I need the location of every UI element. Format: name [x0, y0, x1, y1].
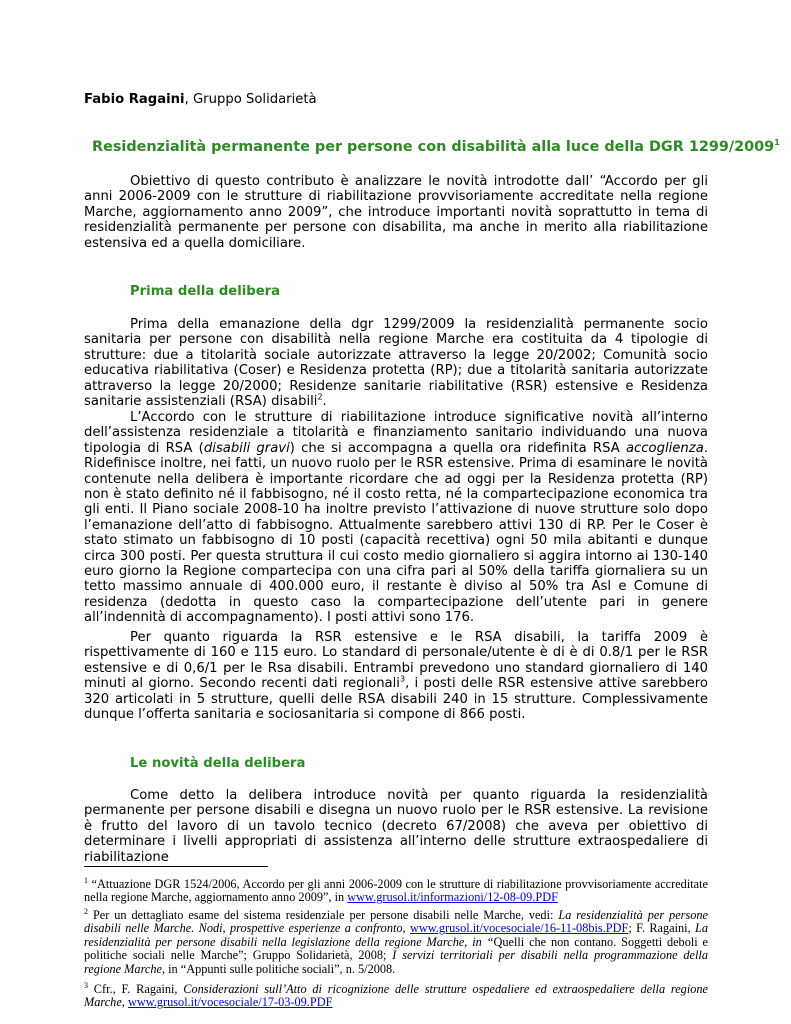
- footnote-3: [84, 980, 708, 1010]
- section1-p1-text: Prima della emanazione della dgr 1299/2009 la residenzialità permanente socio sanitaria per persone con disabilità nella regione Marche era costituita da 4 tipologie di strutture: due a titolarità sociale autorizzate attraverso la legge 20/2002; Comunità socio educativa riabilitativa (Coser) e Residenza protetta (RP); due a titolarità sanitaria autorizzate attraverso la legge 20/2000; Residenze sanitarie riabilitative (RSR) estensive e Residenza sanitarie assistenziali (RSA) disabili: [84, 317, 708, 410]
- footnote-3-italic: Considerazioni sull’Atto di ricognizione delle strutture ospedaliere ed extraospedaliere della regione Marche: [84, 982, 708, 1010]
- footnote-ref-3[interactable]: 3: [399, 674, 406, 684]
- footnote-ref-1[interactable]: 1: [774, 138, 780, 147]
- footnote-1-number: 1: [84, 875, 88, 885]
- footnote-2-text-c: Quelli che non contano. Soggetti deboli e politiche sociali nelle Marche”; Gruppo Solidarietà, 2008;: [84, 934, 708, 963]
- intro-paragraph: Obiettivo di questo contributo è analizzare le novità introdotte dall’ “Accordo per gli anni 2006-2009 con le strutture di riabilitazione provvisoriamente accreditate nella regione Marche, aggiornamento anno 2009”, che introduce importanti novità soprattutto in tema di residenzialità permanente per persone con disabilita, ma anche in merito alla riabilitazione estensiva ed a quella domiciliare.: [84, 174, 708, 251]
- section1-paragraph-1: [84, 317, 708, 409]
- footnote-3-text-a: Cfr., F. Ragaini,: [88, 982, 184, 996]
- section-heading-prima: Prima della delibera: [130, 284, 281, 299]
- footnote-1: [84, 875, 708, 905]
- document-title-text: Residenzialità permanente per persone con disabilità alla luce della DGR 1299/2009: [92, 138, 775, 155]
- footnote-1-text: “Attuazione DGR 1524/2006, Accordo per gli anni 2006-2009 con le strutture di riabilitazione provvisoriamente accreditate nella regione Marche, aggiornamento anno 2009”, in: [84, 877, 708, 905]
- section1-p2-italic-1: disabili gravi: [203, 440, 290, 456]
- section1-p1-end: .: [322, 394, 327, 410]
- author-line: [84, 92, 317, 107]
- footnote-1-link[interactable]: www.grusol.it/informazioni/12-08-09.PDF: [347, 890, 558, 905]
- author-name: Fabio Ragaini: [84, 92, 185, 107]
- footnote-3-text-b: ,: [121, 995, 128, 1010]
- footnote-2-italic-2: La residenzialità per persone disabili nella legislazione della regione Marche, in “: [84, 921, 709, 949]
- section1-p3-text-b: , i posti delle RSR estensive attive sarebbero 320 articolati in 5 strutture, quelli delle RSA disabili 240 in 15 strutture. Complessivamente dunque l’offerta sanitaria e sociosanitaria si compone di 866 posti.: [84, 676, 708, 723]
- footnote-2-number: 2: [84, 906, 88, 916]
- document-title: [92, 138, 780, 155]
- footnote-2-link[interactable]: www.grusol.it/vocesociale/16-11-08bis.PDF: [409, 921, 629, 936]
- author-affiliation: , Gruppo Solidarietà: [184, 92, 317, 107]
- section1-p2-text-a: L’Accordo con le strutture di riabilitazione introduce significative novità all’interno dell’assistenza residenziale a titolarità e finanziamento sanitario individuando una nuova tipologia di RSA (: [84, 410, 708, 456]
- footnote-3-number: 3: [84, 980, 88, 990]
- footnote-2-text-d: in “Appunti sulle politiche sociali”, n. 5/2008.: [165, 961, 396, 976]
- section2-paragraph-1: Come detto la delibera introduce novità per quanto riguarda la residenzialità permanente per persone disabili e disegna un nuovo ruolo per le RSR estensive. La revisione è frutto del lavoro di un tavolo tecnico (decreto 67/2008) che aveva per obiettivo di determinare i livelli appropriati di assistenza all’interno delle strutture extraospedaliere di riabilitazione: [84, 788, 708, 865]
- footnote-2: [84, 906, 709, 976]
- footnote-2-text-a: Per un dettagliato esame del sistema residenziale per persone disabili nelle Marche, vedi:: [88, 908, 559, 922]
- footnote-3-link[interactable]: www.grusol.it/vocesociale/17-03-09.PDF: [127, 995, 333, 1010]
- section1-paragraph-2: [84, 410, 708, 626]
- footnote-2-italic-3: I servizi territoriali per disabili nella programmazione della regione Marche,: [84, 948, 708, 976]
- section1-p2-italic-2: accoglienza: [625, 440, 704, 456]
- footnote-ref-2[interactable]: 2: [317, 392, 323, 402]
- section1-p3-text-a: Per quanto riguarda la RSR estensive e le RSA disabili, la tariffa 2009 è rispettivamente di 160 e 115 euro. Lo standard di personale/utente è di è di 0.8/1 per le RSR estensive e di 0,6/1 per le Rsa disabili. Entrambi prevedono uno standard giornaliero di 140 minuti al giorno. Secondo recenti dati regionali: [84, 630, 708, 692]
- section1-p2-text-c: . Ridefinisce inoltre, nei fatti, un nuovo ruolo per le RSR estensive. Prima di esaminare le novità contenute nella delibera è importante ricordare che ad oggi per la Residenza protetta (RP) non è stato definito né il fabbisogno, né il costo retta, né la compartecipazione economica tra gli enti. Il Piano sociale 2008-10 ha inoltre previsto l’attivazione di nuove strutture solo dopo l’emanazione dell’atto di fabbisogno. Attualmente sarebbero attivi 130 di RP. Per le Coser è stato stimato un fabbisogno di 10 posti (capacità recettiva) ogni 50 mila abitanti e dunque circa 300 posti. Per questa struttura il cui costo medio giornaliero si aggira intorno ai 130-140 euro giorno la Regione compartecipa con una cifra pari al 50% della tariffa giornaliera su un tetto massimo annuale di 400.000 euro, il restante è diviso al 50% tra Asl e Comune di residenza (dedotta in questo caso la compartecipazione dell’utente pari in genere all’indennità di accompagnamento). I posti attivi sono 176.: [84, 440, 708, 626]
- footnote-2-italic-1: La residenzialità per persone disabili nelle Marche. Nodi, prospettive esperienze a confronto,: [84, 908, 708, 936]
- section-heading-novita: Le novità della delibera: [130, 756, 306, 771]
- footnote-separator: [84, 866, 268, 867]
- section1-paragraph-3: [84, 630, 708, 722]
- section1-p2-text-b: ) che si accompagna a quella ora ridefinita RSA: [289, 440, 626, 456]
- footnote-2-text-b: ; F. Ragaini,: [628, 921, 696, 936]
